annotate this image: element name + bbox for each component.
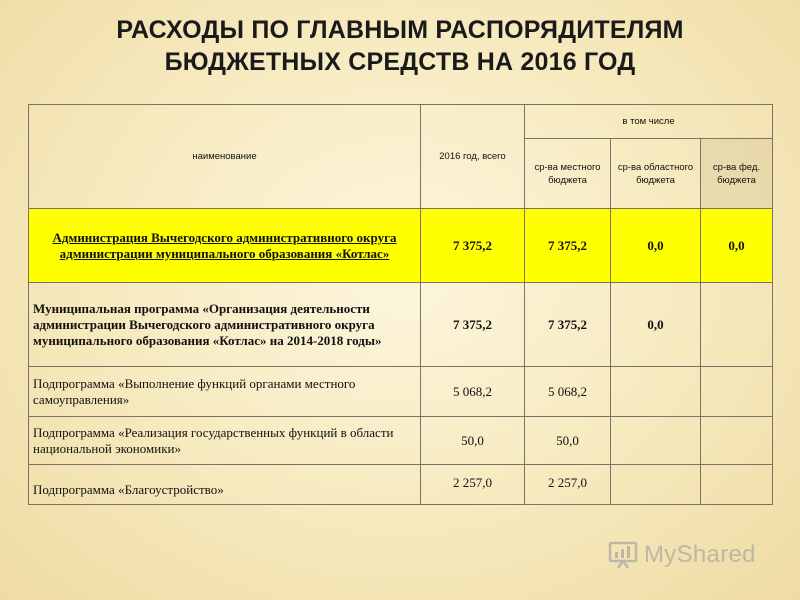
row-name: Администрация Вычегодского административного округа администрации муниципального образования «Котлас» bbox=[29, 209, 421, 283]
row-regional bbox=[611, 367, 701, 417]
row-local: 50,0 bbox=[525, 417, 611, 465]
table-row bbox=[29, 283, 773, 367]
row-total: 7 375,2 bbox=[421, 209, 525, 283]
row-federal: 0,0 bbox=[701, 209, 773, 283]
header-federal: ср-ва фед. бюджета bbox=[701, 139, 773, 209]
presentation-board-icon bbox=[608, 540, 638, 570]
row-regional: 0,0 bbox=[611, 209, 701, 283]
row-regional: 0,0 bbox=[611, 283, 701, 367]
title-line-1: РАСХОДЫ ПО ГЛАВНЫМ РАСПОРЯДИТЕЛЯМ bbox=[116, 16, 684, 44]
budget-table bbox=[28, 104, 773, 505]
row-regional bbox=[611, 417, 701, 465]
table-row bbox=[29, 367, 773, 417]
row-total: 5 068,2 bbox=[421, 367, 525, 417]
table-row bbox=[29, 209, 773, 283]
row-local: 7 375,2 bbox=[525, 283, 611, 367]
page-title bbox=[0, 14, 800, 78]
row-name: Подпрограмма «Выполнение функций органами местного самоуправления» bbox=[29, 367, 421, 417]
row-regional bbox=[611, 465, 701, 505]
row-total: 2 257,0 bbox=[421, 465, 525, 505]
watermark-logo bbox=[608, 538, 778, 572]
header-total: 2016 год, всего bbox=[421, 105, 525, 209]
row-total: 7 375,2 bbox=[421, 283, 525, 367]
row-name: Подпрограмма «Благоустройство» bbox=[29, 465, 421, 505]
header-name: наименование bbox=[29, 105, 421, 209]
row-federal bbox=[701, 417, 773, 465]
row-local: 5 068,2 bbox=[525, 367, 611, 417]
watermark-text: MyShared bbox=[644, 541, 756, 568]
row-federal bbox=[701, 367, 773, 417]
row-local: 2 257,0 bbox=[525, 465, 611, 505]
header-including: в том числе bbox=[525, 105, 773, 139]
row-local: 7 375,2 bbox=[525, 209, 611, 283]
row-name: Подпрограмма «Реализация государственных функций в области национальной экономики» bbox=[29, 417, 421, 465]
row-federal bbox=[701, 283, 773, 367]
row-name: Муниципальная программа «Организация деятельности администрации Вычегодского административного округа муниципального образования «Котлас» на 2014-2018 годы» bbox=[29, 283, 421, 367]
header-row-1 bbox=[29, 105, 773, 139]
row-federal bbox=[701, 465, 773, 505]
table-row bbox=[29, 465, 773, 505]
row-total: 50,0 bbox=[421, 417, 525, 465]
table-row bbox=[29, 417, 773, 465]
header-regional: ср-ва областного бюджета bbox=[611, 139, 701, 209]
header-local: ср-ва местного бюджета bbox=[525, 139, 611, 209]
title-line-2: БЮДЖЕТНЫХ СРЕДСТВ НА 2016 ГОД bbox=[164, 48, 636, 76]
